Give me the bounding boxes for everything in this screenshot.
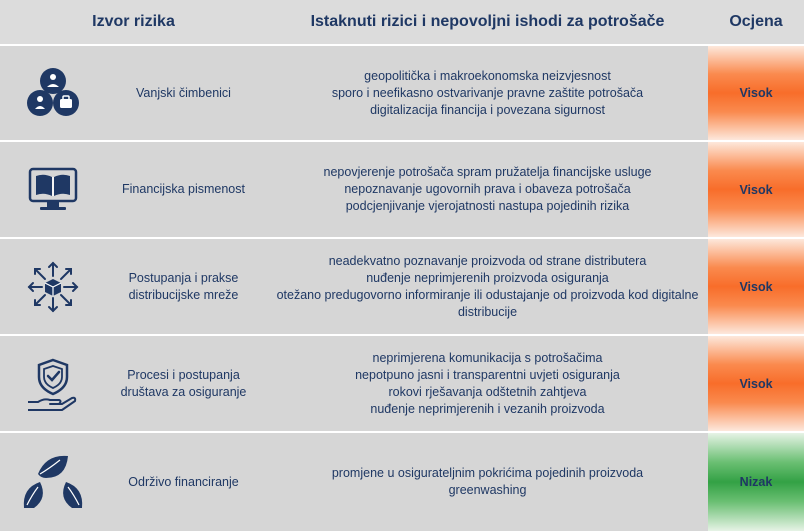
rating-cell: Visok [708,142,804,237]
risk-item: rokovi rješavanja odštetnih zahtjeva [388,384,587,399]
table-row [0,433,804,531]
risk-item: nepotpuno jasni i transparentni uvjeti osiguranja [355,367,620,382]
table-row [0,336,804,431]
risk-item: digitalizacija financija i povezana sigurnost [370,102,605,117]
risk-item: nuđenje neprimjerenih proizvoda osiguranja [366,270,609,285]
source-cell: Vanjski čimbenici [136,85,231,100]
risk-item: nuđenje neprimjerenih i vezanih proizvoda [370,401,605,416]
source-cell: Procesi i postupanja društava za osiguranje [120,367,247,399]
risks-cell [267,46,708,140]
risk-item: nepoznavanje ugovornih prava i obaveza potrošača [344,182,631,196]
risks-cell [267,239,708,334]
table-row [0,142,804,237]
book-monitor-icon [28,167,78,213]
risk-item: sporo i neefikasno ostvarivanje pravne zaštite potrošača [331,85,644,100]
risk-item: neprimjerena komunikacija s potrošačima [372,350,603,365]
risk-item: geopolitička i makroekonomska neizvjesnost [364,68,611,83]
leaves-icon [22,452,84,512]
header-rating: Ocjena [729,13,783,30]
table-row [0,46,804,140]
risk-item: nepovjerenje potrošača spram pružatelja financijske usluge [323,165,652,179]
rating-cell: Nizak [708,433,804,531]
risks-cell [267,336,708,431]
header-risks: Istaknuti rizici i nepovoljni ishodi za potrošače [310,13,665,30]
risk-item: greenwashing [448,483,527,497]
risk-item: neadekvatno poznavanje proizvoda od strane distributera [328,253,647,268]
risks-cell [267,142,708,237]
source-cell: Financijska pismenost [122,182,245,196]
rating-cell: Visok [708,336,804,431]
people-network-icon [25,65,81,121]
table-header [0,0,804,44]
header-source: Izvor rizika [92,13,175,30]
icon-cell [0,46,105,140]
distribution-box-icon [24,258,82,316]
icon-cell [0,433,105,531]
icon-cell [0,336,105,431]
risk-item: promjene u osigurateljnim pokrićima pojedinih proizvoda [331,466,644,480]
risk-item: otežano predugovorno informiranje ili odustajanje od proizvoda kod digitalne distribucije [276,287,699,319]
icon-cell [0,142,105,237]
source-cell: Održivo financiranje [128,474,239,489]
risk-item: podcjenjivanje vjerojatnosti nastupa pojedinih rizika [345,199,630,213]
rating-cell: Visok [708,239,804,334]
rating-cell: Visok [708,46,804,140]
icon-cell [0,239,105,334]
table-row [0,239,804,334]
shield-hand-icon [25,356,81,412]
risks-cell [267,433,708,531]
source-cell: Postupanja i prakse distribucijske mreže [128,270,239,302]
